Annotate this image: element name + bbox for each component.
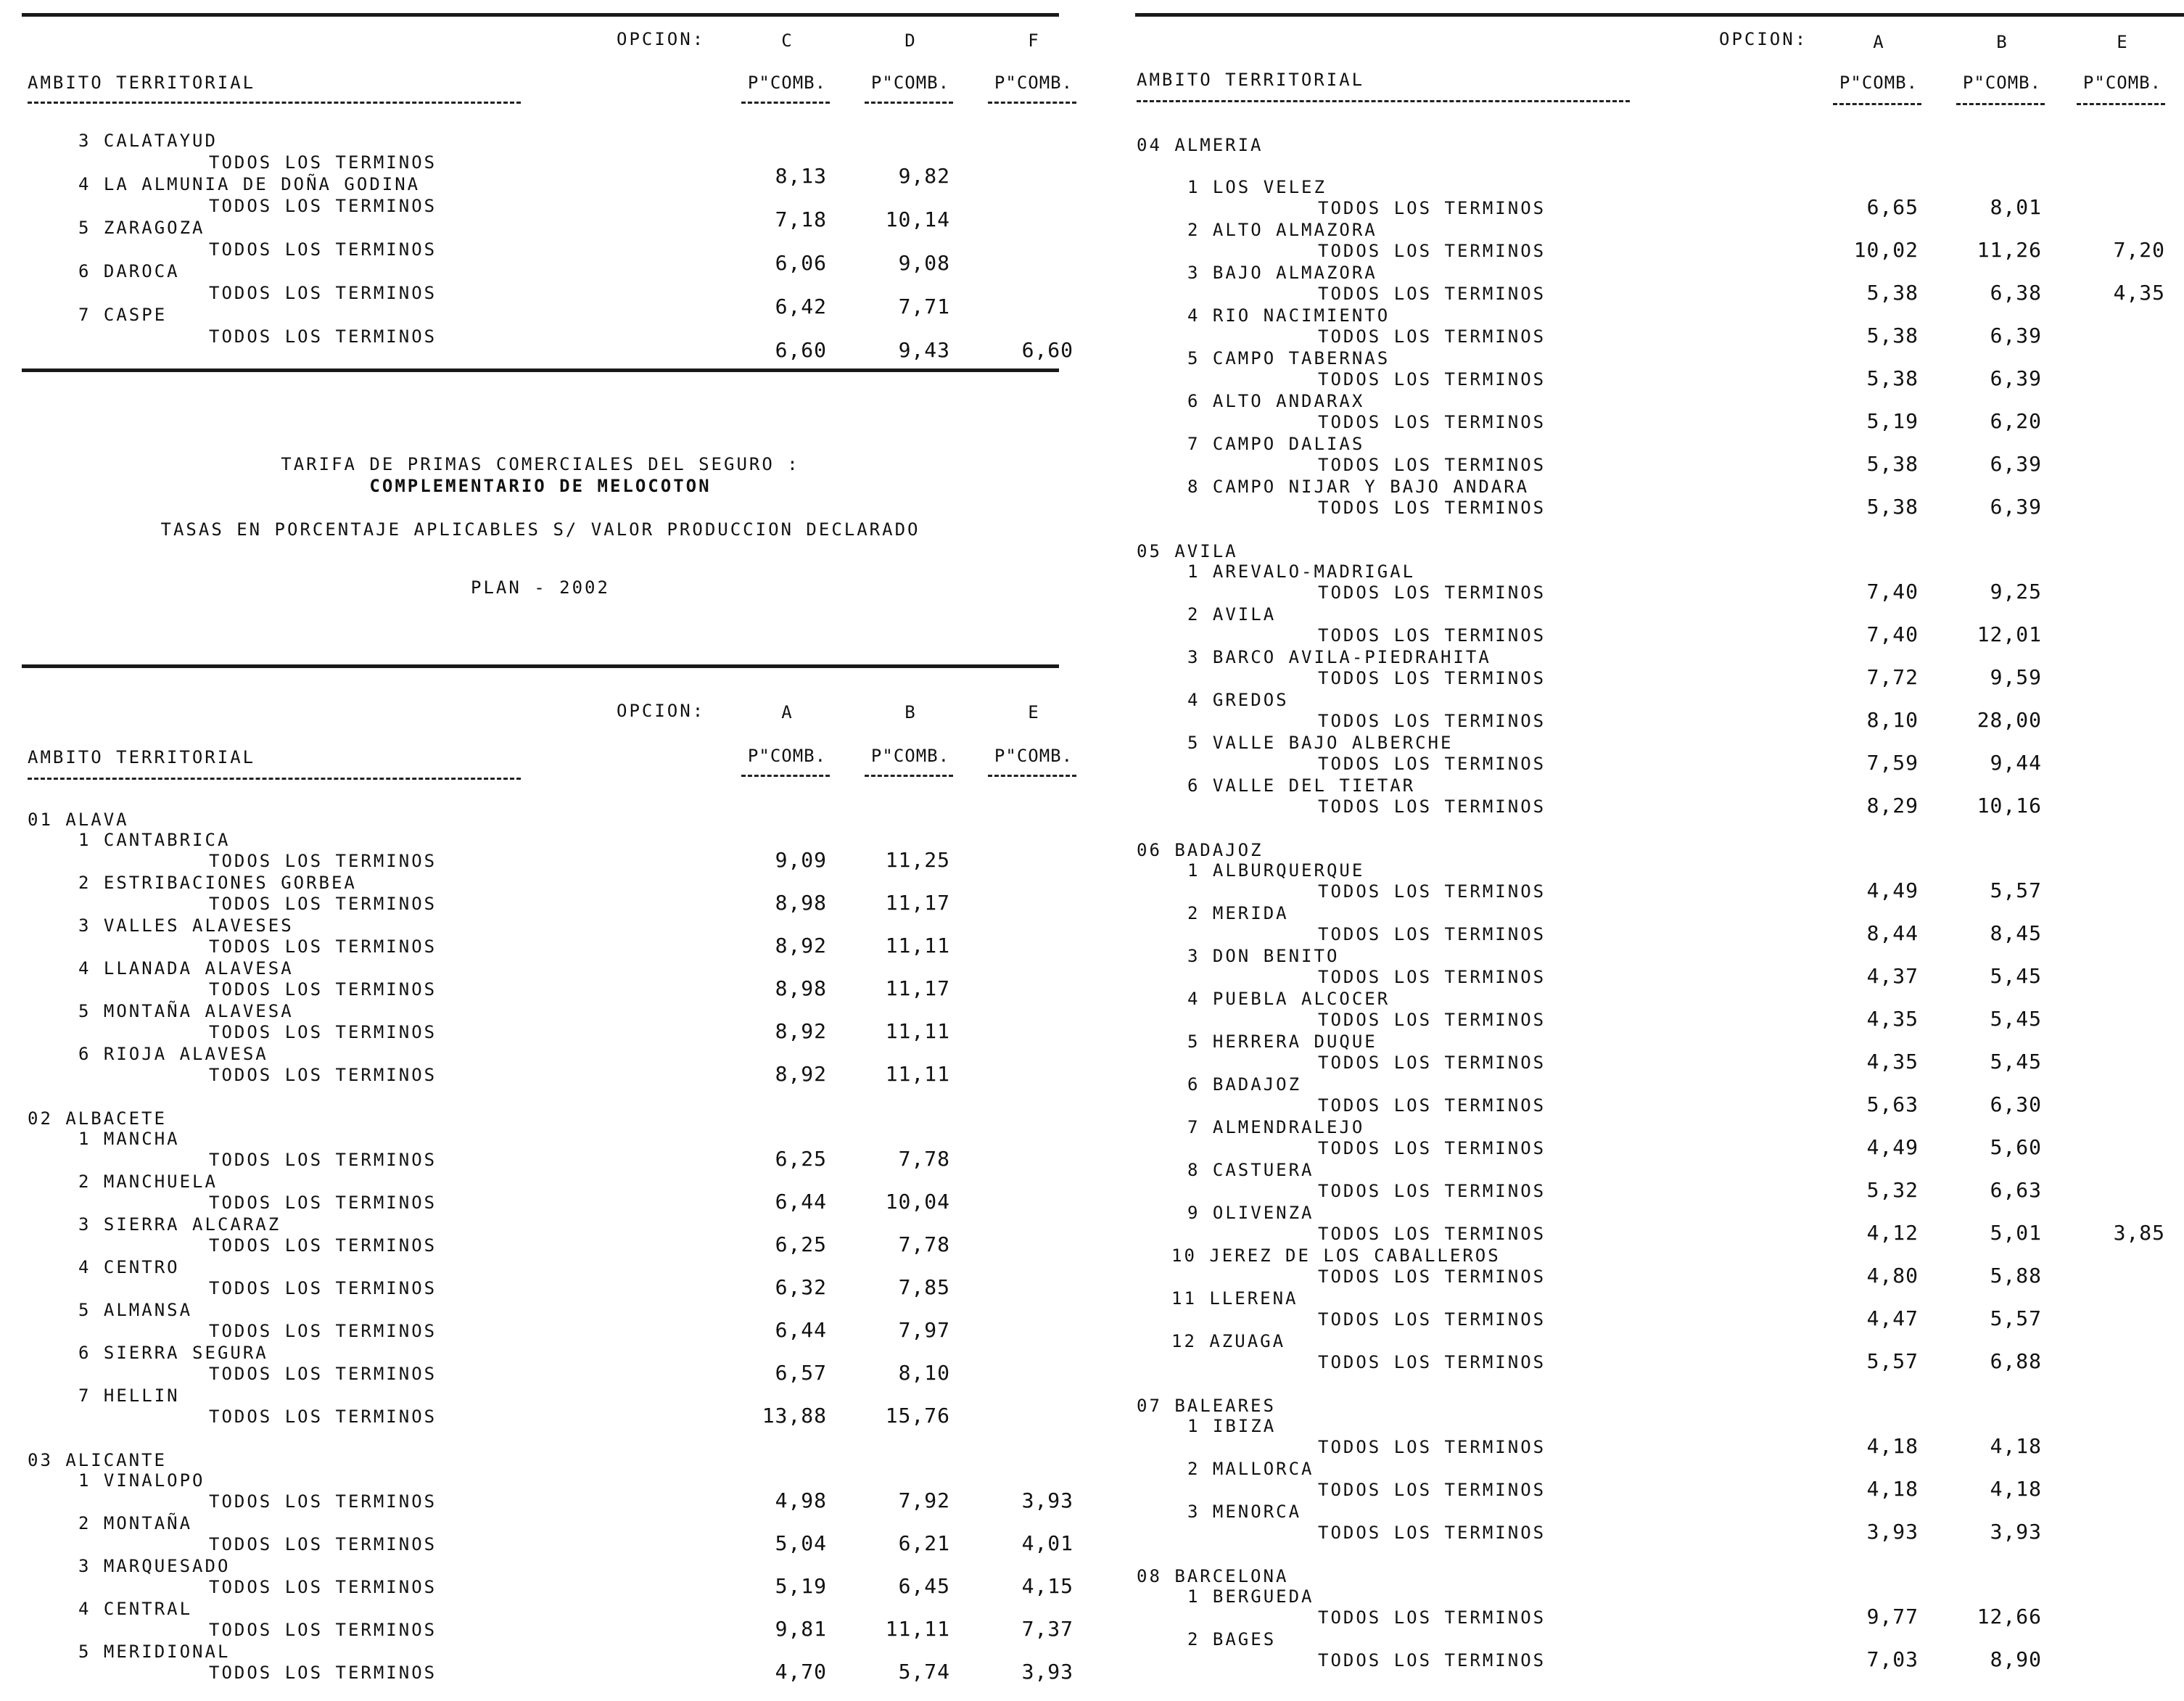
col-letter-e: E bbox=[1028, 702, 1039, 722]
rate-value: 6,39 bbox=[1990, 324, 2042, 347]
terms-label: TODOS LOS TERMINOS bbox=[1318, 754, 1546, 774]
col-letter-b: B bbox=[904, 702, 916, 722]
rate-value: 6,25 bbox=[775, 1147, 827, 1171]
rate-value: 5,04 bbox=[775, 1531, 827, 1555]
col-letter-b: B bbox=[1996, 32, 2008, 52]
col-letter-d: D bbox=[904, 30, 916, 51]
doc-title-line1: TARIFA DE PRIMAS COMERCIALES DEL SEGURO : bbox=[281, 454, 800, 474]
rate-value: 6,88 bbox=[1990, 1349, 2042, 1373]
terms-label: TODOS LOS TERMINOS bbox=[209, 1235, 437, 1256]
rate-value: 9,82 bbox=[898, 164, 950, 188]
terms-label: TODOS LOS TERMINOS bbox=[1318, 1309, 1546, 1330]
col-letter-e: E bbox=[2117, 32, 2128, 52]
rate-value: 7,20 bbox=[2113, 238, 2165, 262]
opcion-label: OPCION: bbox=[617, 29, 706, 49]
terms-label: TODOS LOS TERMINOS bbox=[209, 1278, 437, 1298]
left-column bbox=[22, 0, 1074, 1701]
rate-value: 11,11 bbox=[885, 1062, 950, 1086]
zone-label: 2 ALTO ALMAZORA bbox=[1187, 220, 1377, 240]
zone-label: 10 JEREZ DE LOS CABALLEROS bbox=[1171, 1245, 1501, 1266]
rate-value: 11,17 bbox=[885, 891, 950, 915]
doc-title-line2: COMPLEMENTARIO DE MELOCOTON bbox=[369, 476, 712, 496]
rate-value: 6,42 bbox=[775, 295, 827, 318]
zone-label: 9 OLIVENZA bbox=[1187, 1203, 1314, 1223]
terms-label: TODOS LOS TERMINOS bbox=[1318, 1607, 1546, 1628]
rate-value: 12,01 bbox=[1977, 622, 2042, 646]
rate-value: 7,03 bbox=[1866, 1647, 1919, 1671]
rate-value: 7,40 bbox=[1866, 580, 1919, 604]
terms-label: TODOS LOS TERMINOS bbox=[1318, 1095, 1546, 1116]
rate-value: 6,39 bbox=[1990, 366, 2042, 390]
terms-label: TODOS LOS TERMINOS bbox=[209, 152, 437, 173]
terms-label: TODOS LOS TERMINOS bbox=[1318, 241, 1546, 261]
zone-label: 4 GREDOS bbox=[1187, 690, 1289, 710]
terms-label: TODOS LOS TERMINOS bbox=[1318, 1010, 1546, 1030]
zone-label: 3 BARCO AVILA-PIEDRAHITA bbox=[1187, 647, 1491, 667]
zone-label: 1 LOS VELEZ bbox=[1187, 177, 1327, 197]
col-underline bbox=[1956, 103, 2045, 105]
section-rule bbox=[22, 368, 1059, 372]
rate-value: 5,45 bbox=[1990, 964, 2042, 988]
zone-label: 1 ALBURQUERQUE bbox=[1187, 860, 1365, 881]
ambito-label: AMBITO TERRITORIAL bbox=[1137, 70, 1365, 90]
rate-value: 6,30 bbox=[1990, 1092, 2042, 1116]
zone-label: 6 DAROCA bbox=[78, 261, 180, 281]
zone-label: 2 MANCHUELA bbox=[78, 1171, 218, 1192]
doc-plan: PLAN - 2002 bbox=[471, 577, 610, 598]
rate-value: 4,15 bbox=[1021, 1574, 1074, 1598]
rate-value: 4,37 bbox=[1866, 964, 1919, 988]
rate-value: 9,08 bbox=[898, 251, 950, 275]
rate-value: 6,45 bbox=[898, 1574, 950, 1598]
zone-label: 4 CENTRO bbox=[78, 1257, 180, 1277]
col-underline bbox=[2077, 103, 2165, 105]
zone-label: 4 PUEBLA ALCOCER bbox=[1187, 989, 1390, 1009]
col-sub-e: P"COMB. bbox=[2082, 73, 2162, 93]
province-heading: 01 ALAVA bbox=[28, 810, 129, 830]
rate-value: 28,00 bbox=[1977, 708, 2042, 732]
rate-value: 11,26 bbox=[1977, 238, 2042, 262]
terms-label: TODOS LOS TERMINOS bbox=[1318, 1523, 1546, 1543]
zone-label: 3 MARQUESADO bbox=[78, 1556, 231, 1576]
rate-value: 8,98 bbox=[775, 891, 827, 915]
zone-label: 3 SIERRA ALCARAZ bbox=[78, 1214, 281, 1235]
terms-label: TODOS LOS TERMINOS bbox=[209, 283, 437, 303]
zone-label: 6 ALTO ANDARAX bbox=[1187, 391, 1365, 411]
zone-label: 2 MERIDA bbox=[1187, 903, 1289, 923]
rate-value: 9,59 bbox=[1990, 665, 2042, 689]
terms-label: TODOS LOS TERMINOS bbox=[1318, 455, 1546, 475]
zone-label: 3 DON BENITO bbox=[1187, 946, 1340, 966]
opcion-label: OPCION: bbox=[617, 701, 706, 721]
rate-value: 7,18 bbox=[775, 207, 827, 231]
rate-value: 11,11 bbox=[885, 1019, 950, 1043]
province-heading: 04 ALMERIA bbox=[1137, 135, 1264, 155]
terms-label: TODOS LOS TERMINOS bbox=[209, 1491, 437, 1512]
col-sub-a: P"COMB. bbox=[1839, 73, 1919, 93]
zone-label: 2 MALLORCA bbox=[1187, 1459, 1314, 1479]
rate-value: 6,25 bbox=[775, 1232, 827, 1256]
rate-value: 11,17 bbox=[885, 976, 950, 1000]
rate-value: 8,29 bbox=[1866, 794, 1919, 817]
terms-label: TODOS LOS TERMINOS bbox=[209, 1150, 437, 1170]
ambito-label: AMBITO TERRITORIAL bbox=[28, 747, 256, 767]
rate-value: 4,35 bbox=[1866, 1007, 1919, 1031]
rate-value: 6,60 bbox=[775, 338, 827, 362]
rate-value: 6,06 bbox=[775, 251, 827, 275]
rate-value: 4,18 bbox=[1990, 1477, 2042, 1501]
rate-value: 10,04 bbox=[885, 1190, 950, 1214]
rate-value: 6,63 bbox=[1990, 1178, 2042, 1202]
rate-value: 6,44 bbox=[775, 1190, 827, 1214]
rate-value: 8,10 bbox=[1866, 708, 1919, 732]
zone-label: 1 BERGUEDA bbox=[1187, 1586, 1314, 1607]
rate-value: 4,49 bbox=[1866, 1135, 1919, 1159]
rate-value: 11,11 bbox=[885, 1617, 950, 1641]
rate-value: 8,44 bbox=[1866, 921, 1919, 945]
zone-label: 7 CASPE bbox=[78, 305, 168, 325]
rate-value: 6,65 bbox=[1866, 195, 1919, 219]
rate-value: 6,21 bbox=[898, 1531, 950, 1555]
terms-label: TODOS LOS TERMINOS bbox=[209, 1321, 437, 1341]
rate-value: 7,78 bbox=[898, 1232, 950, 1256]
ambito-underline bbox=[1137, 100, 1630, 102]
right-column bbox=[1121, 0, 2184, 1701]
rate-value: 5,19 bbox=[775, 1574, 827, 1598]
rate-value: 13,88 bbox=[762, 1404, 827, 1428]
rate-value: 6,38 bbox=[1990, 281, 2042, 305]
rate-value: 5,01 bbox=[1990, 1221, 2042, 1245]
rate-value: 5,38 bbox=[1866, 495, 1919, 519]
zone-label: 7 CAMPO DALIAS bbox=[1187, 434, 1365, 454]
rate-value: 5,74 bbox=[898, 1660, 950, 1684]
rate-value: 4,18 bbox=[1866, 1477, 1919, 1501]
rate-value: 9,43 bbox=[898, 338, 950, 362]
rate-value: 10,02 bbox=[1853, 238, 1919, 262]
col-letter-c: C bbox=[781, 30, 793, 51]
rate-value: 5,60 bbox=[1990, 1135, 2042, 1159]
zone-label: 1 AREVALO-MADRIGAL bbox=[1187, 561, 1416, 582]
rate-value: 3,85 bbox=[2113, 1221, 2165, 1245]
province-heading: 07 BALEARES bbox=[1137, 1396, 1276, 1416]
zone-label: 5 VALLE BAJO ALBERCHE bbox=[1187, 733, 1454, 753]
province-heading: 06 BADAJOZ bbox=[1137, 840, 1264, 860]
zone-label: 7 HELLIN bbox=[78, 1385, 180, 1406]
terms-label: TODOS LOS TERMINOS bbox=[209, 851, 437, 871]
rate-value: 5,45 bbox=[1990, 1007, 2042, 1031]
zone-label: 3 BAJO ALMAZORA bbox=[1187, 263, 1377, 283]
rate-value: 4,80 bbox=[1866, 1264, 1919, 1288]
terms-label: TODOS LOS TERMINOS bbox=[209, 239, 437, 260]
rate-value: 3,93 bbox=[1990, 1520, 2042, 1544]
terms-label: TODOS LOS TERMINOS bbox=[1318, 198, 1546, 218]
terms-label: TODOS LOS TERMINOS bbox=[1318, 1480, 1546, 1500]
col-sub-b: P"COMB. bbox=[1962, 73, 2042, 93]
terms-label: TODOS LOS TERMINOS bbox=[1318, 924, 1546, 944]
terms-label: TODOS LOS TERMINOS bbox=[209, 1577, 437, 1597]
rate-value: 5,19 bbox=[1866, 409, 1919, 433]
zone-label: 3 MENORCA bbox=[1187, 1502, 1302, 1522]
opcion-label: OPCION: bbox=[1719, 29, 1808, 49]
zone-label: 5 MONTAÑA ALAVESA bbox=[78, 1001, 294, 1021]
ambito-underline bbox=[28, 102, 521, 104]
col-sub-e: P"COMB. bbox=[994, 746, 1074, 766]
col-underline bbox=[988, 775, 1076, 777]
rate-value: 6,44 bbox=[775, 1318, 827, 1342]
rate-value: 8,10 bbox=[898, 1361, 950, 1385]
rate-value: 8,92 bbox=[775, 1019, 827, 1043]
terms-label: TODOS LOS TERMINOS bbox=[1318, 625, 1546, 646]
rate-value: 5,88 bbox=[1990, 1264, 2042, 1288]
rate-value: 7,78 bbox=[898, 1147, 950, 1171]
rate-value: 10,16 bbox=[1977, 794, 2042, 817]
rate-value: 9,77 bbox=[1866, 1605, 1919, 1628]
terms-label: TODOS LOS TERMINOS bbox=[1318, 1352, 1546, 1372]
col-letter-f: F bbox=[1028, 30, 1039, 51]
rate-value: 4,49 bbox=[1866, 878, 1919, 902]
zone-label: 5 HERRERA DUQUE bbox=[1187, 1031, 1377, 1052]
terms-label: TODOS LOS TERMINOS bbox=[1318, 711, 1546, 731]
terms-label: TODOS LOS TERMINOS bbox=[1318, 1053, 1546, 1073]
rate-value: 6,39 bbox=[1990, 495, 2042, 519]
terms-label: TODOS LOS TERMINOS bbox=[209, 196, 437, 216]
rate-value: 5,57 bbox=[1990, 1306, 2042, 1330]
terms-label: TODOS LOS TERMINOS bbox=[1318, 881, 1546, 902]
rate-value: 5,38 bbox=[1866, 324, 1919, 347]
province-heading: 05 AVILA bbox=[1137, 541, 1238, 561]
zone-label: 2 AVILA bbox=[1187, 604, 1277, 625]
top-rule bbox=[1135, 13, 2184, 17]
zone-label: 4 LA ALMUNIA DE DOÑA GODINA bbox=[78, 174, 421, 194]
zone-label: 2 BAGES bbox=[1187, 1629, 1277, 1649]
zone-label: 6 SIERRA SEGURA bbox=[78, 1343, 268, 1363]
rate-value: 7,72 bbox=[1866, 665, 1919, 689]
zone-label: 5 CAMPO TABERNAS bbox=[1187, 348, 1390, 368]
col-sub-b: P"COMB. bbox=[870, 746, 950, 766]
top-rule bbox=[22, 13, 1059, 17]
terms-label: TODOS LOS TERMINOS bbox=[209, 1193, 437, 1213]
rate-value: 8,98 bbox=[775, 976, 827, 1000]
rate-value: 3,93 bbox=[1021, 1488, 1074, 1512]
terms-label: TODOS LOS TERMINOS bbox=[1318, 668, 1546, 688]
zone-label: 3 CALATAYUD bbox=[78, 131, 218, 151]
rate-value: 7,37 bbox=[1021, 1617, 1074, 1641]
rate-value: 9,81 bbox=[775, 1617, 827, 1641]
rate-value: 5,45 bbox=[1990, 1050, 2042, 1074]
col-letter-a: A bbox=[781, 702, 793, 722]
rate-value: 8,45 bbox=[1990, 921, 2042, 945]
terms-label: TODOS LOS TERMINOS bbox=[1318, 1650, 1546, 1671]
zone-label: 4 RIO NACIMIENTO bbox=[1187, 305, 1390, 326]
rate-value: 9,44 bbox=[1990, 751, 2042, 775]
rate-value: 6,60 bbox=[1021, 338, 1074, 362]
province-heading: 08 BARCELONA bbox=[1137, 1566, 1289, 1586]
rate-value: 8,90 bbox=[1990, 1647, 2042, 1671]
rate-value: 11,11 bbox=[885, 934, 950, 957]
rate-value: 11,25 bbox=[885, 848, 950, 872]
rate-value: 4,47 bbox=[1866, 1306, 1919, 1330]
zone-label: 1 MANCHA bbox=[78, 1129, 180, 1149]
terms-label: TODOS LOS TERMINOS bbox=[1318, 1437, 1546, 1457]
terms-label: TODOS LOS TERMINOS bbox=[209, 326, 437, 347]
zone-label: 4 CENTRAL bbox=[78, 1599, 193, 1619]
col-underline bbox=[1833, 103, 1921, 105]
terms-label: TODOS LOS TERMINOS bbox=[1318, 582, 1546, 603]
rate-value: 7,71 bbox=[898, 295, 950, 318]
rate-value: 5,38 bbox=[1866, 281, 1919, 305]
zone-label: 7 ALMENDRALEJO bbox=[1187, 1117, 1365, 1137]
zone-label: 8 CASTUERA bbox=[1187, 1160, 1314, 1180]
rate-value: 5,63 bbox=[1866, 1092, 1919, 1116]
zone-label: 5 ZARAGOZA bbox=[78, 218, 205, 238]
zone-label: 12 AZUAGA bbox=[1171, 1331, 1286, 1351]
zone-label: 8 CAMPO NIJAR Y BAJO ANDARA bbox=[1187, 477, 1530, 497]
rate-value: 9,25 bbox=[1990, 580, 2042, 604]
rate-value: 4,18 bbox=[1990, 1434, 2042, 1458]
rate-value: 8,13 bbox=[775, 164, 827, 188]
terms-label: TODOS LOS TERMINOS bbox=[1318, 1224, 1546, 1244]
zone-label: 3 VALLES ALAVESES bbox=[78, 915, 294, 936]
terms-label: TODOS LOS TERMINOS bbox=[209, 979, 437, 1000]
zone-label: 4 LLANADA ALAVESA bbox=[78, 958, 294, 979]
zone-label: 5 ALMANSA bbox=[78, 1300, 193, 1320]
rate-value: 3,93 bbox=[1866, 1520, 1919, 1544]
rate-value: 10,14 bbox=[885, 207, 950, 231]
terms-label: TODOS LOS TERMINOS bbox=[1318, 412, 1546, 432]
terms-label: TODOS LOS TERMINOS bbox=[209, 1663, 437, 1683]
terms-label: TODOS LOS TERMINOS bbox=[209, 1406, 437, 1427]
col-underline bbox=[865, 102, 953, 104]
rate-value: 6,32 bbox=[775, 1275, 827, 1299]
terms-label: TODOS LOS TERMINOS bbox=[1318, 369, 1546, 390]
terms-label: TODOS LOS TERMINOS bbox=[209, 1364, 437, 1384]
zone-label: 1 CANTABRICA bbox=[78, 830, 231, 850]
table2-rule bbox=[22, 664, 1059, 668]
col-sub-c: P"COMB. bbox=[747, 73, 827, 93]
rate-value: 8,92 bbox=[775, 1062, 827, 1086]
rate-value: 7,97 bbox=[898, 1318, 950, 1342]
col-letter-a: A bbox=[1873, 32, 1884, 52]
rate-value: 4,70 bbox=[775, 1660, 827, 1684]
zone-label: 1 IBIZA bbox=[1187, 1416, 1277, 1436]
terms-label: TODOS LOS TERMINOS bbox=[1318, 796, 1546, 817]
col-underline bbox=[741, 102, 830, 104]
province-heading: 03 ALICANTE bbox=[28, 1450, 167, 1470]
terms-label: TODOS LOS TERMINOS bbox=[209, 1620, 437, 1640]
rate-value: 5,57 bbox=[1990, 878, 2042, 902]
ambito-label: AMBITO TERRITORIAL bbox=[28, 73, 256, 93]
terms-label: TODOS LOS TERMINOS bbox=[209, 894, 437, 914]
rate-value: 7,85 bbox=[898, 1275, 950, 1299]
rate-value: 6,20 bbox=[1990, 409, 2042, 433]
rate-value: 5,38 bbox=[1866, 366, 1919, 390]
terms-label: TODOS LOS TERMINOS bbox=[1318, 967, 1546, 987]
col-underline bbox=[865, 775, 953, 777]
province-heading: 02 ALBACETE bbox=[28, 1108, 167, 1129]
rate-value: 12,66 bbox=[1977, 1605, 2042, 1628]
col-sub-f: P"COMB. bbox=[994, 73, 1074, 93]
terms-label: TODOS LOS TERMINOS bbox=[1318, 284, 1546, 304]
zone-label: 6 VALLE DEL TIETAR bbox=[1187, 775, 1416, 796]
terms-label: TODOS LOS TERMINOS bbox=[209, 1534, 437, 1554]
zone-label: 2 MONTAÑA bbox=[78, 1513, 193, 1533]
rate-value: 4,35 bbox=[1866, 1050, 1919, 1074]
rate-value: 4,35 bbox=[2113, 281, 2165, 305]
rate-value: 9,09 bbox=[775, 848, 827, 872]
rate-value: 6,39 bbox=[1990, 452, 2042, 476]
rate-value: 3,93 bbox=[1021, 1660, 1074, 1684]
rate-value: 6,57 bbox=[775, 1361, 827, 1385]
zone-label: 6 RIOJA ALAVESA bbox=[78, 1044, 268, 1064]
zone-label: 6 BADAJOZ bbox=[1187, 1074, 1302, 1095]
rate-value: 5,38 bbox=[1866, 452, 1919, 476]
rate-value: 4,12 bbox=[1866, 1221, 1919, 1245]
col-underline bbox=[988, 102, 1076, 104]
terms-label: TODOS LOS TERMINOS bbox=[1318, 1181, 1546, 1201]
rate-value: 8,92 bbox=[775, 934, 827, 957]
rate-value: 4,01 bbox=[1021, 1531, 1074, 1555]
rate-value: 5,57 bbox=[1866, 1349, 1919, 1373]
rate-value: 7,40 bbox=[1866, 622, 1919, 646]
terms-label: TODOS LOS TERMINOS bbox=[209, 1065, 437, 1085]
rate-value: 7,59 bbox=[1866, 751, 1919, 775]
zone-label: 5 MERIDIONAL bbox=[78, 1642, 231, 1662]
doc-subtitle: TASAS EN PORCENTAJE APLICABLES S/ VALOR PRODUCCION DECLARADO bbox=[160, 519, 920, 540]
rate-value: 15,76 bbox=[885, 1404, 950, 1428]
col-underline bbox=[741, 775, 830, 777]
col-sub-d: P"COMB. bbox=[870, 73, 950, 93]
zone-label: 2 ESTRIBACIONES GORBEA bbox=[78, 873, 357, 893]
zone-label: 1 VINALOPO bbox=[78, 1470, 205, 1491]
ambito-underline bbox=[28, 778, 521, 780]
terms-label: TODOS LOS TERMINOS bbox=[1318, 1138, 1546, 1158]
terms-label: TODOS LOS TERMINOS bbox=[209, 1022, 437, 1042]
rate-value: 5,32 bbox=[1866, 1178, 1919, 1202]
rate-value: 8,01 bbox=[1990, 195, 2042, 219]
terms-label: TODOS LOS TERMINOS bbox=[1318, 1267, 1546, 1287]
rate-value: 7,92 bbox=[898, 1488, 950, 1512]
rate-value: 4,98 bbox=[775, 1488, 827, 1512]
col-sub-a: P"COMB. bbox=[747, 746, 827, 766]
rate-value: 4,18 bbox=[1866, 1434, 1919, 1458]
terms-label: TODOS LOS TERMINOS bbox=[1318, 498, 1546, 518]
zone-label: 11 LLERENA bbox=[1171, 1288, 1298, 1309]
terms-label: TODOS LOS TERMINOS bbox=[1318, 326, 1546, 347]
terms-label: TODOS LOS TERMINOS bbox=[209, 936, 437, 957]
